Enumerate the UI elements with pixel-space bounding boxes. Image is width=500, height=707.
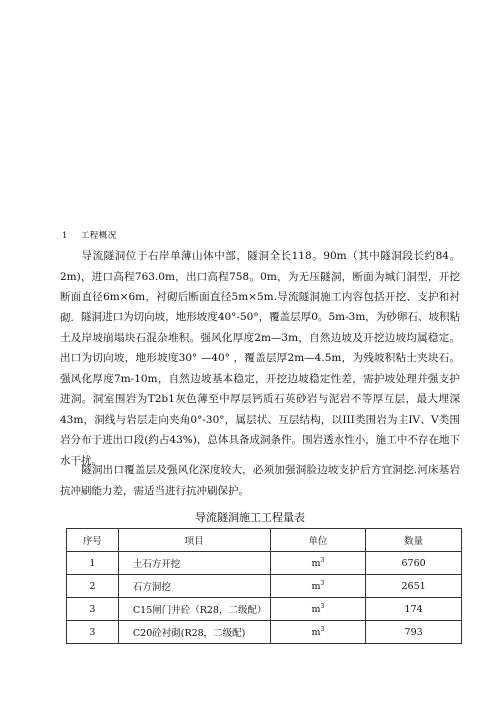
cell-no: 3 <box>67 621 119 644</box>
cell-qty: 6760 <box>366 552 462 575</box>
paragraph-outlet-text: 隧洞出口覆盖层及强风化深度较大，必须加强洞脸边坡支护后方宜洞挖.河床基岩抗冲刷能力差，需适当进行抗冲刷保护。 <box>60 464 460 497</box>
cell-item: 土石方开挖 <box>118 552 270 575</box>
paragraph-outlet <box>60 460 460 501</box>
unit-base: m <box>311 580 321 592</box>
header-unit: 单位 <box>270 529 366 552</box>
section-title: 工程概况 <box>80 231 117 241</box>
cell-qty: 793 <box>366 621 462 644</box>
cell-unit <box>270 598 366 621</box>
header-item: 项目 <box>118 529 270 552</box>
section-heading <box>62 229 117 241</box>
cell-no: 2 <box>67 575 119 598</box>
table-row <box>67 598 462 621</box>
paragraph-overview-text: 导流隧洞位于右岸单薄山体中部，隧洞全长118。90m（其中隧洞段长约84。2m)，进口高程763.0m，出口高程758。0m，为无压隧洞，断面为城门洞型，开挖断面直径6m×6m，衬砌后断面直径5m×5m.导流隧洞施工内容包括开挖、支护和衬砌. <box>60 250 460 324</box>
cell-unit <box>270 575 366 598</box>
cell-item: C20砼衬砌(R28，二级配) <box>118 621 270 644</box>
table-row <box>67 621 462 644</box>
unit-exponent: 3 <box>320 625 325 633</box>
cell-qty: 174 <box>366 598 462 621</box>
cell-qty: 2651 <box>366 575 462 598</box>
unit-base: m <box>311 603 321 615</box>
quantity-table <box>66 528 462 644</box>
table-title: 导流隧洞施工工程量表 <box>195 511 305 524</box>
cell-unit <box>270 621 366 644</box>
cell-no: 1 <box>67 552 119 575</box>
header-no: 序号 <box>67 529 119 552</box>
cell-unit <box>270 552 366 575</box>
unit-base: m <box>311 626 321 638</box>
section-number: 1 <box>62 231 68 241</box>
unit-base: m <box>311 557 321 569</box>
paragraph-geology <box>60 307 460 471</box>
cell-item: C15闸门井砼（R28，二级配） <box>118 598 270 621</box>
unit-exponent: 3 <box>320 602 325 610</box>
paragraph-geology-text: 隧洞进口为切向坡，地形坡度40°-50°，覆盖层厚0。5m-3m，为砂卵石、坡积粘土及岸坡崩塌块石混杂堆积。强风化厚度2m—3m，自然边坡及开挖边坡均属稳定。出口为切向坡，地形坡度30° —40° ，覆盖层厚2m—4.5m，为残坡积粘土夹块石。强风化厚度7m-10m，自然边坡基本稳定，开挖边坡稳定性差，需护坡处理并强支护进洞。洞室围岩为T2b1灰色薄至中厚层钙质石英砂岩与泥岩不等厚互层，最大埋深43m，洞线与岩层走向夹角0°-30°，属层状、互层结构，以III类围岩为主IV、V类围岩分布于进出口段(约占43%)，总体具备成洞条件。围岩透水性小，施工中不存在地下水干扰。 <box>60 311 460 467</box>
unit-exponent: 3 <box>320 556 325 564</box>
cell-no: 3 <box>67 598 119 621</box>
table-row <box>67 552 462 575</box>
unit-exponent: 3 <box>320 579 325 587</box>
header-qty: 数量 <box>366 529 462 552</box>
table-header-row <box>67 529 462 552</box>
cell-item: 石方洞挖 <box>118 575 270 598</box>
table-row <box>67 575 462 598</box>
